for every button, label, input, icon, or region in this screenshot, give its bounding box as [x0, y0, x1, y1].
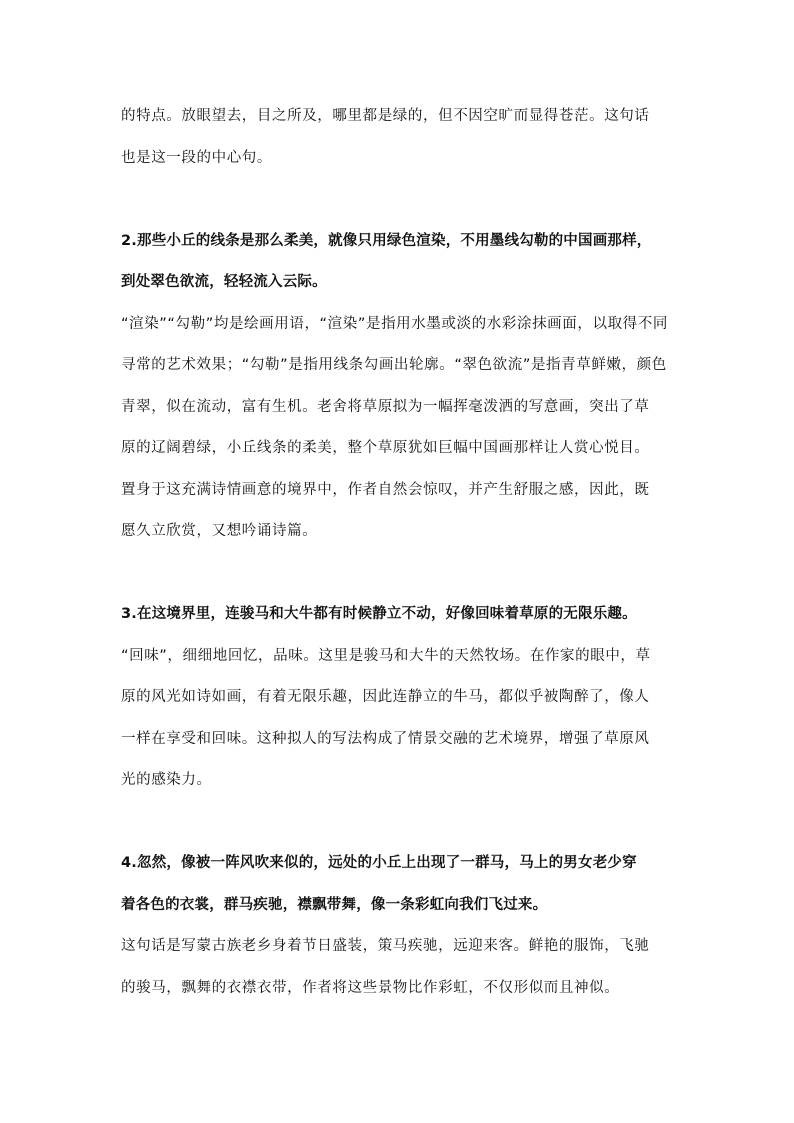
- section-body-line: 寻常的艺术效果；“勾勒”是指用线条勾画出轮廓。“翠色欲流”是指青草鲜嫩，颜色: [121, 357, 667, 373]
- section-heading-line: 4.忽然，像被一阵风吹来似的，远处的小丘上出现了一群马，马上的男女老少穿: [121, 855, 637, 871]
- section-body-line: 置身于这充满诗情画意的境界中，作者自然会惊叹，并产生舒服之感，因此，既: [121, 482, 650, 498]
- intro-line: 的特点。放眼望去，目之所及，哪里都是绿的，但不因空旷而显得苍茫。这句话: [121, 108, 650, 124]
- section-heading-line: 着各色的衣裳，群马疾驰，襟飘带舞，像一条彩虹向我们飞过来。: [121, 897, 548, 913]
- intro-line: 也是这一段的中心句。: [121, 150, 272, 166]
- section-body-line: “渲染”“勾勒”均是绘画用语，“渲染”是指用水墨或淡的水彩涂抹画面，以取得不同: [121, 316, 668, 332]
- section-body-line: 原的辽阔碧绿，小丘线条的柔美，整个草原犹如巨幅中国画那样让人赏心悦目。: [121, 440, 650, 456]
- section-body-line: 光的感染力。: [121, 772, 212, 788]
- section-heading-line: 2.那些小丘的线条是那么柔美，就像只用绿色渲染，不用墨线勾勒的中国画那样，: [121, 233, 652, 249]
- section-body-line: 的骏马，飘舞的衣襟衣带，作者将这些景物比作彩虹，不仅形似而且神似。: [121, 980, 620, 996]
- section-body-line: 这句话是写蒙古族老乡身着节日盛装，策马疾驰，远迎来客。鲜艳的服饰，飞驰: [121, 938, 650, 954]
- section-heading-line: 到处翠色欲流，轻轻流入云际。: [121, 274, 327, 290]
- section-body-line: “回味”，细细地回忆，品味。这里是骏马和大牛的天然牧场。在作家的眼中，草: [121, 648, 651, 664]
- section-body-line: 原的风光如诗如画，有着无限乐趣，因此连静立的牛马，都似乎被陶醉了，像人: [121, 689, 650, 705]
- section-body-line: 青翠，似在流动，富有生机。老舍将草原拟为一幅挥毫泼洒的写意画，突出了草: [121, 399, 650, 415]
- section-body-line: 愿久立欣赏，又想吟诵诗篇。: [121, 523, 318, 539]
- section-heading-line: 3.在这境界里，连骏马和大牛都有时候静立不动，好像回味着草原的无限乐趣。: [121, 606, 637, 622]
- section-body-line: 一样在享受和回味。这种拟人的写法构成了情景交融的艺术境界，增强了草原风: [121, 731, 650, 747]
